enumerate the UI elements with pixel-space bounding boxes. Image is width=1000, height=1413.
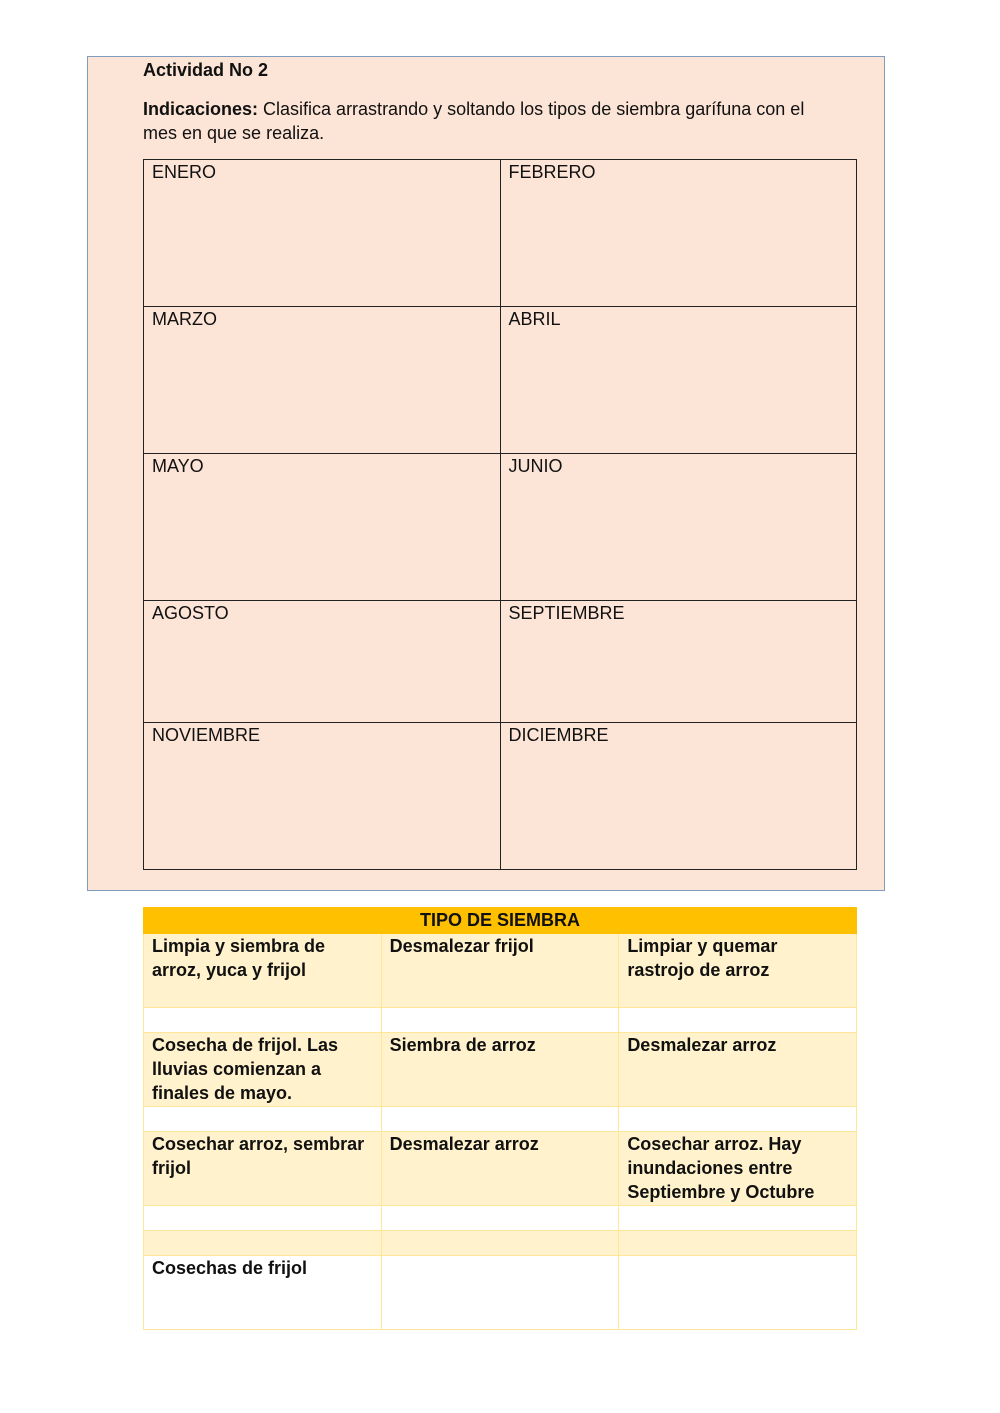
spacer-cell [381,1107,619,1132]
draggable-card[interactable]: Limpia y siembra de arroz, yuca y frijol [144,934,382,1008]
month-dropzone-marzo[interactable]: MARZO [144,307,501,454]
draggable-card[interactable]: Siembra de arroz [381,1033,619,1107]
spacer-cell [144,1107,382,1132]
spacer-cell [144,1231,382,1256]
month-dropzone-septiembre[interactable]: SEPTIEMBRE [500,601,857,723]
month-dropzone-abril[interactable]: ABRIL [500,307,857,454]
month-dropzone-diciembre[interactable]: DICIEMBRE [500,723,857,870]
spacer-cell [619,1206,857,1231]
instructions-label: Indicaciones: [143,99,259,119]
spacer-cell [619,1107,857,1132]
instructions-text: Clasifica arrastrando y soltando los tipos de siembra garífuna con el mes en que se realiza. [143,99,805,143]
draggable-card[interactable]: Limpiar y quemar rastrojo de arroz [619,934,857,1008]
empty-cell [619,1256,857,1330]
spacer-cell [381,1206,619,1231]
spacer-cell [381,1231,619,1256]
spacer-cell [144,1206,382,1231]
spacer-cell [381,1008,619,1033]
planting-types-header: TIPO DE SIEMBRA [144,908,857,934]
month-dropzone-mayo[interactable]: MAYO [144,454,501,601]
draggable-card[interactable]: Desmalezar frijol [381,934,619,1008]
draggable-card[interactable]: Cosecha de frijol. Las lluvias comienzan a finales de mayo. [144,1033,382,1107]
draggable-card[interactable]: Cosechar arroz, sembrar frijol [144,1132,382,1206]
month-dropzone-noviembre[interactable]: NOVIEMBRE [144,723,501,870]
draggable-card[interactable]: Desmalezar arroz [619,1033,857,1107]
month-dropzone-agosto[interactable]: AGOSTO [144,601,501,723]
empty-cell [381,1256,619,1330]
month-dropzone-junio[interactable]: JUNIO [500,454,857,601]
spacer-cell [619,1231,857,1256]
months-grid [143,159,857,870]
month-dropzone-febrero[interactable]: FEBRERO [500,160,857,307]
spacer-cell [619,1008,857,1033]
planting-types-table [143,907,857,1330]
draggable-card[interactable]: Desmalezar arroz [381,1132,619,1206]
draggable-card[interactable]: Cosechar arroz. Hay inundaciones entre Septiembre y Octubre [619,1132,857,1206]
instructions [143,97,843,145]
month-dropzone-enero[interactable]: ENERO [144,160,501,307]
activity-title: Actividad No 2 [143,60,269,80]
draggable-card[interactable]: Cosechas de frijol [144,1256,382,1330]
spacer-cell [144,1008,382,1033]
